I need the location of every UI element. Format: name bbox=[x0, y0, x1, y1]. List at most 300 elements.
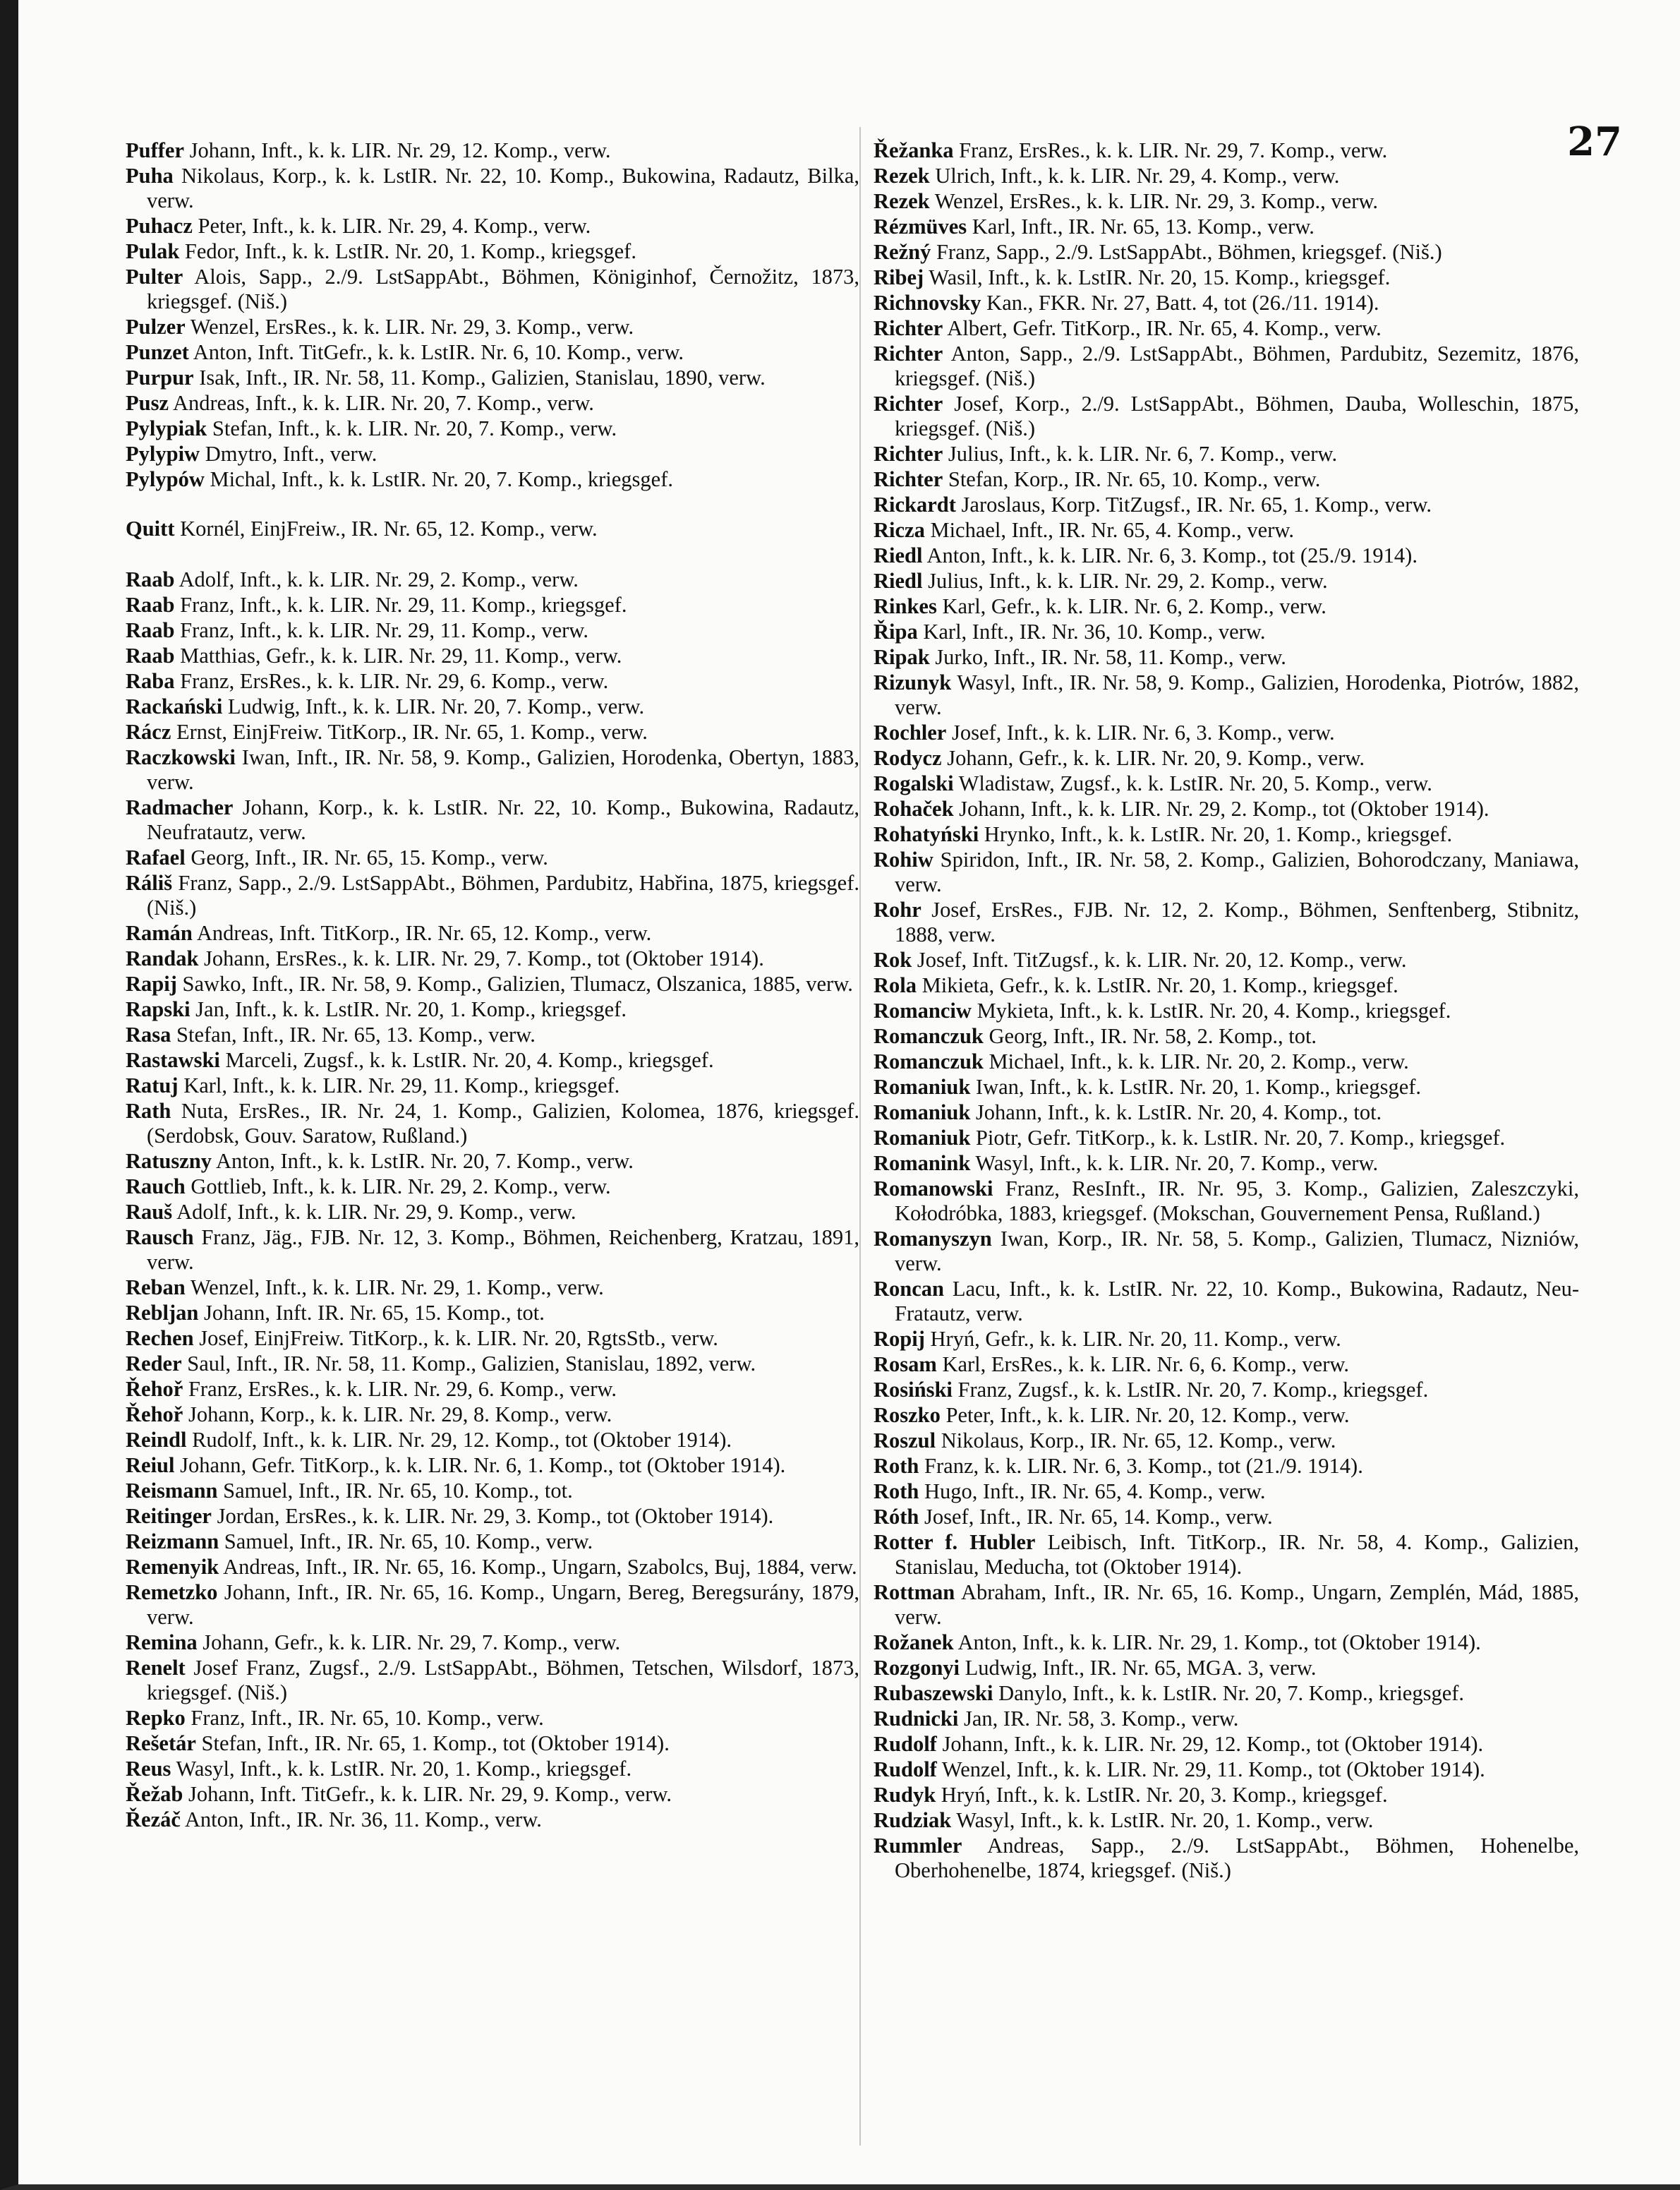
entry-surname: Reismann bbox=[126, 1479, 218, 1503]
roster-entry bbox=[874, 1630, 1579, 1655]
roster-entry bbox=[126, 1782, 859, 1807]
entry-surname: Rauch bbox=[126, 1174, 186, 1198]
entry-surname: Randak bbox=[126, 946, 199, 970]
roster-entry bbox=[874, 1757, 1579, 1782]
entry-details: Josef, Korp., 2./9. LstSappAbt., Böhmen, Dauba, Wolleschin, 1875, kriegsgef. (Niš.) bbox=[895, 392, 1579, 440]
roster-entry bbox=[126, 1174, 859, 1199]
entry-details: Franz, ErsRes., k. k. LIR. Nr. 29, 7. Komp., verw. bbox=[959, 138, 1388, 162]
entry-details: Johann, Inft. IR. Nr. 65, 15. Komp., tot. bbox=[204, 1301, 545, 1325]
entry-details: Johann, Gefr., k. k. LIR. Nr. 20, 9. Komp., verw. bbox=[947, 746, 1365, 770]
roster-entry bbox=[874, 1227, 1579, 1276]
entry-surname: Rohiw bbox=[874, 848, 933, 872]
entry-surname: Rausch bbox=[126, 1225, 194, 1249]
roster-entry bbox=[874, 1783, 1579, 1807]
entry-surname: Ráliš bbox=[126, 871, 173, 895]
roster-entry bbox=[874, 721, 1579, 745]
entry-surname: Ramán bbox=[126, 921, 193, 945]
entry-surname: Rubaszewski bbox=[874, 1681, 993, 1705]
roster-entry bbox=[126, 694, 859, 719]
entry-surname: Ripak bbox=[874, 645, 930, 669]
roster-entry bbox=[874, 291, 1579, 315]
roster-entry bbox=[874, 1177, 1579, 1226]
entry-details: Franz, Sapp., 2./9. LstSappAbt., Böhmen, Pardubitz, Habřina, 1875, kriegsgef. (Niš.) bbox=[147, 871, 860, 920]
entry-details: Josef, Inft., IR. Nr. 65, 14. Komp., verw. bbox=[924, 1505, 1273, 1529]
entry-details: Hrynko, Inft., k. k. LstIR. Nr. 20, 1. Komp., kriegsgef. bbox=[984, 822, 1453, 846]
entry-surname: Rudziak bbox=[874, 1808, 952, 1832]
roster-entry bbox=[126, 1706, 859, 1731]
roster-entry bbox=[126, 1099, 859, 1148]
left-column bbox=[126, 138, 859, 1833]
entry-surname: Raab bbox=[126, 644, 175, 668]
entry-details: Georg, Inft., IR. Nr. 65, 15. Komp., verw. bbox=[191, 846, 548, 870]
roster-entry bbox=[874, 138, 1579, 163]
entry-surname: Renelt bbox=[126, 1656, 186, 1680]
entry-details: Jurko, Inft., IR. Nr. 58, 11. Komp., verw. bbox=[935, 645, 1286, 669]
entry-details: Anton, Inft., k. k. LIR. Nr. 6, 3. Komp., tot (25./9. 1914). bbox=[926, 543, 1418, 567]
entry-surname: Roszul bbox=[874, 1428, 936, 1452]
entry-details: Karl, ErsRes., k. k. LIR. Nr. 6, 6. Komp., verw. bbox=[942, 1352, 1350, 1376]
roster-entry bbox=[126, 1656, 859, 1705]
roster-entry bbox=[126, 1149, 859, 1174]
entry-details: Leibisch, Inft. TitKorp., IR. Nr. 58, 4. Komp., Galizien, Stanislau, Meducha, tot (Oktober 1914). bbox=[895, 1530, 1580, 1579]
roster-entry bbox=[874, 1049, 1579, 1074]
roster-entry bbox=[874, 342, 1579, 391]
entry-details: Andreas, Inft., IR. Nr. 65, 16. Komp., Ungarn, Szabolcs, Buj, 1884, verw. bbox=[223, 1555, 857, 1579]
roster-entry bbox=[874, 1024, 1579, 1049]
roster-entry bbox=[126, 138, 859, 163]
entry-details: Josef Franz, Zugsf., 2./9. LstSappAbt., Böhmen, Tetschen, Wilsdorf, 1873, kriegsgef. (Niš.) bbox=[147, 1656, 859, 1704]
roster-entry bbox=[874, 822, 1579, 847]
roster-entry bbox=[126, 946, 859, 971]
entry-details: Franz, Inft., IR. Nr. 65, 10. Komp., verw. bbox=[191, 1706, 544, 1730]
roster-entry bbox=[874, 999, 1579, 1023]
entry-details: Jan, IR. Nr. 58, 3. Komp., verw. bbox=[964, 1707, 1239, 1731]
roster-entry bbox=[126, 1453, 859, 1478]
entry-details: Mykieta, Inft., k. k. LstIR. Nr. 20, 4. Komp., kriegsgef. bbox=[977, 999, 1451, 1023]
entry-surname: Pylypiw bbox=[126, 442, 200, 466]
entry-details: Stefan, Inft., IR. Nr. 65, 13. Komp., verw. bbox=[176, 1023, 536, 1047]
entry-surname: Puhacz bbox=[126, 214, 193, 238]
entry-details: Johann, Korp., k. k. LIR. Nr. 29, 8. Komp., verw. bbox=[188, 1402, 612, 1426]
entry-surname: Roncan bbox=[874, 1277, 944, 1301]
entry-details: Hryń, Inft., k. k. LstIR. Nr. 20, 3. Komp., kriegsgef. bbox=[941, 1783, 1388, 1807]
entry-surname: Raczkowski bbox=[126, 745, 236, 769]
roster-entry bbox=[126, 1580, 859, 1630]
entry-details: Johann, Gefr. TitKorp., k. k. LIR. Nr. 6, 1. Komp., tot (Oktober 1914). bbox=[180, 1453, 786, 1477]
roster-entry bbox=[126, 1757, 859, 1781]
entry-surname: Řezáč bbox=[126, 1807, 181, 1831]
entry-surname: Reitinger bbox=[126, 1504, 212, 1528]
entry-surname: Raba bbox=[126, 669, 175, 693]
entry-details: Peter, Inft., k. k. LIR. Nr. 20, 12. Komp., verw. bbox=[945, 1403, 1350, 1427]
entry-details: Samuel, Inft., IR. Nr. 65, 10. Komp., tot. bbox=[223, 1479, 573, 1503]
entry-surname: Richter bbox=[874, 442, 943, 466]
entry-details: Dmytro, Inft., verw. bbox=[205, 442, 377, 466]
entry-details: Sawko, Inft., IR. Nr. 58, 9. Komp., Galizien, Tlumacz, Olszanica, 1885, verw. bbox=[182, 972, 853, 996]
roster-entry bbox=[874, 1075, 1579, 1100]
entry-details: Michal, Inft., k. k. LstIR. Nr. 20, 7. Komp., kriegsgef. bbox=[210, 467, 673, 491]
roster-entry bbox=[126, 1048, 859, 1073]
entry-surname: Quitt bbox=[126, 517, 175, 541]
entry-surname: Rottman bbox=[874, 1580, 955, 1604]
entry-surname: Pylypiak bbox=[126, 416, 207, 440]
roster-entry bbox=[126, 745, 859, 795]
roster-entry bbox=[874, 518, 1579, 543]
entry-surname: Raab bbox=[126, 567, 175, 591]
entry-surname: Řipa bbox=[874, 620, 918, 644]
entry-details: Nikolaus, Korp., IR. Nr. 65, 12. Komp., verw. bbox=[941, 1428, 1336, 1452]
roster-entry bbox=[874, 973, 1579, 998]
roster-entry bbox=[126, 972, 859, 997]
entry-surname: Romaniuk bbox=[874, 1126, 971, 1150]
entry-details: Franz, Inft., k. k. LIR. Nr. 29, 11. Komp., verw. bbox=[180, 618, 588, 642]
entry-details: Johann, Inft., k. k. LIR. Nr. 29, 12. Komp., verw. bbox=[189, 138, 611, 162]
roster-entry bbox=[126, 1023, 859, 1047]
entry-surname: Richter bbox=[874, 467, 943, 491]
entry-surname: Rochler bbox=[874, 721, 947, 745]
entry-details: Anton, Inft., k. k. LstIR. Nr. 20, 7. Komp., verw. bbox=[215, 1149, 634, 1173]
entry-surname: Ricza bbox=[874, 518, 925, 542]
entry-surname: Puha bbox=[126, 164, 174, 188]
entry-surname: Roszko bbox=[874, 1403, 941, 1427]
entry-surname: Reizmann bbox=[126, 1529, 219, 1553]
entry-surname: Radmacher bbox=[126, 795, 234, 819]
entry-details: Jaroslaus, Korp. TitZugsf., IR. Nr. 65, 1. Komp., verw. bbox=[961, 493, 1432, 517]
entry-surname: Róth bbox=[874, 1505, 919, 1529]
roster-entry bbox=[874, 1808, 1579, 1833]
entry-details: Adolf, Inft., k. k. LIR. Nr. 29, 2. Komp., verw. bbox=[179, 567, 579, 591]
entry-surname: Richter bbox=[874, 392, 943, 416]
entry-details: Alois, Sapp., 2./9. LstSappAbt., Böhmen, Königinhof, Černožitz, 1873, kriegsgef. (Niš.) bbox=[147, 265, 859, 313]
roster-entry bbox=[874, 1707, 1579, 1731]
roster-entry bbox=[874, 1454, 1579, 1479]
entry-surname: Rozgonyi bbox=[874, 1656, 960, 1680]
roster-entry bbox=[126, 214, 859, 239]
entry-surname: Řehoř bbox=[126, 1377, 183, 1401]
entry-surname: Roth bbox=[874, 1479, 919, 1503]
roster-entry bbox=[874, 1681, 1579, 1706]
entry-surname: Rasa bbox=[126, 1023, 171, 1047]
entry-surname: Rosam bbox=[874, 1352, 937, 1376]
entry-surname: Rácz bbox=[126, 720, 171, 744]
entry-details: Anton, Sapp., 2./9. LstSappAbt., Böhmen, Pardubitz, Sezemitz, 1876, kriegsgef. (Niš.) bbox=[895, 342, 1579, 390]
roster-entry bbox=[874, 215, 1579, 239]
entry-surname: Pylypów bbox=[126, 467, 205, 491]
entry-surname: Rapski bbox=[126, 997, 191, 1021]
entry-details: Wenzel, ErsRes., k. k. LIR. Nr. 29, 3. Komp., verw. bbox=[934, 189, 1379, 213]
roster-entry bbox=[126, 1200, 859, 1225]
entry-surname: Rodycz bbox=[874, 746, 942, 770]
entry-surname: Remenyik bbox=[126, 1555, 219, 1579]
entry-details: Georg, Inft., IR. Nr. 58, 2. Komp., tot. bbox=[989, 1024, 1317, 1048]
entry-details: Anton, Inft., IR. Nr. 36, 11. Komp., verw. bbox=[184, 1807, 542, 1831]
entry-details: Peter, Inft., k. k. LIR. Nr. 29, 4. Komp., verw. bbox=[198, 214, 591, 238]
entry-details: Franz, Zugsf., k. k. LstIR. Nr. 20, 7. Komp., kriegsgef. bbox=[957, 1378, 1429, 1402]
entry-surname: Rummler bbox=[874, 1834, 962, 1858]
roster-entry bbox=[126, 618, 859, 643]
entry-surname: Řežab bbox=[126, 1782, 183, 1806]
roster-entry bbox=[874, 848, 1579, 897]
entry-surname: Rešetár bbox=[126, 1731, 196, 1755]
entry-surname: Režný bbox=[874, 240, 931, 264]
entry-details: Ernst, EinjFreiw. TitKorp., IR. Nr. 65, 1. Komp., verw. bbox=[176, 720, 648, 744]
roster-entry bbox=[874, 316, 1579, 341]
roster-entry bbox=[126, 1301, 859, 1325]
entry-surname: Rosiński bbox=[874, 1378, 953, 1402]
roster-entry bbox=[126, 1555, 859, 1580]
roster-entry bbox=[126, 846, 859, 870]
roster-entry bbox=[874, 1656, 1579, 1680]
entry-details: Michael, Inft., k. k. LIR. Nr. 20, 2. Komp., verw. bbox=[989, 1049, 1409, 1073]
roster-entry bbox=[126, 416, 859, 441]
entry-details: Gottlieb, Inft., k. k. LIR. Nr. 29, 2. Komp., verw. bbox=[191, 1174, 611, 1198]
entry-surname: Romaniuk bbox=[874, 1100, 971, 1124]
roster-entry bbox=[874, 1126, 1579, 1150]
entry-details: Johann, Korp., k. k. LstIR. Nr. 22, 10. Komp., Bukowina, Radautz, Neufratautz, verw. bbox=[147, 795, 859, 844]
entry-details: Wasil, Inft., k. k. LstIR. Nr. 20, 15. Komp., kriegsgef. bbox=[929, 265, 1391, 289]
section-gap bbox=[126, 493, 859, 517]
roster-entry bbox=[126, 164, 859, 213]
entry-surname: Pulzer bbox=[126, 315, 186, 339]
entry-details: Karl, Inft., k. k. LIR. Nr. 29, 11. Komp., kriegsgef. bbox=[183, 1073, 620, 1097]
roster-entry bbox=[874, 569, 1579, 594]
entry-surname: Pulter bbox=[126, 265, 183, 289]
entry-surname: Roth bbox=[874, 1454, 919, 1478]
roster-entry bbox=[126, 467, 859, 492]
entry-surname: Ribej bbox=[874, 265, 924, 289]
entry-details: Stefan, Inft., k. k. LIR. Nr. 20, 7. Komp., verw. bbox=[212, 416, 617, 440]
entry-details: Piotr, Gefr. TitKorp., k. k. LstIR. Nr. 20, 7. Komp., kriegsgef. bbox=[975, 1126, 1506, 1150]
roster-entry bbox=[126, 1807, 859, 1832]
entry-details: Anton, Inft., k. k. LIR. Nr. 29, 1. Komp., tot (Oktober 1914). bbox=[957, 1630, 1481, 1654]
entry-details: Stefan, Korp., IR. Nr. 65, 10. Komp., verw. bbox=[948, 467, 1321, 491]
entry-details: Danylo, Inft., k. k. LstIR. Nr. 20, 7. Komp., kriegsgef. bbox=[998, 1681, 1465, 1705]
entry-details: Matthias, Gefr., k. k. LIR. Nr. 29, 11. Komp., verw. bbox=[180, 644, 622, 668]
entry-surname: Rizunyk bbox=[874, 670, 952, 694]
entry-surname: Riedl bbox=[874, 569, 923, 593]
entry-surname: Pulak bbox=[126, 239, 180, 263]
roster-entry bbox=[126, 1428, 859, 1452]
entry-surname: Puffer bbox=[126, 138, 184, 162]
entry-surname: Rafael bbox=[126, 846, 186, 870]
roster-entry bbox=[874, 1732, 1579, 1757]
entry-surname: Romanyszyn bbox=[874, 1227, 992, 1251]
entry-surname: Romanciw bbox=[874, 999, 972, 1023]
entry-surname: Reus bbox=[126, 1757, 171, 1781]
entry-surname: Romaniuk bbox=[874, 1075, 971, 1099]
entry-details: Iwan, Korp., IR. Nr. 58, 5. Komp., Galizien, Tlumacz, Nizniów, verw. bbox=[895, 1227, 1579, 1275]
roster-entry bbox=[126, 265, 859, 314]
roster-entry bbox=[874, 1428, 1579, 1453]
roster-entry bbox=[126, 921, 859, 946]
entry-surname: Rastawski bbox=[126, 1048, 220, 1072]
entry-details: Abraham, Inft., IR. Nr. 65, 16. Komp., Ungarn, Zemplén, Mád, 1885, verw. bbox=[895, 1580, 1579, 1629]
entry-details: Johann, Inft., k. k. LIR. Nr. 29, 12. Komp., tot (Oktober 1914). bbox=[942, 1732, 1484, 1756]
entry-surname: Punzet bbox=[126, 340, 189, 364]
entry-details: Adolf, Inft., k. k. LIR. Nr. 29, 9. Komp., verw. bbox=[176, 1200, 576, 1224]
entry-surname: Rapij bbox=[126, 972, 177, 996]
roster-entry bbox=[874, 1277, 1579, 1326]
entry-surname: Ratuszny bbox=[126, 1149, 212, 1173]
roster-entry bbox=[126, 1275, 859, 1300]
entry-surname: Raab bbox=[126, 593, 175, 617]
entry-surname: Rola bbox=[874, 973, 917, 997]
roster-entry bbox=[126, 366, 859, 390]
entry-details: Saul, Inft., IR. Nr. 58, 11. Komp., Galizien, Stanislau, 1892, verw. bbox=[187, 1352, 756, 1376]
entry-surname: Rézmüves bbox=[874, 215, 967, 239]
entry-details: Johann, Inft., IR. Nr. 65, 16. Komp., Ungarn, Bereg, Beregsurány, 1879, verw. bbox=[147, 1580, 859, 1629]
entry-surname: Romanczuk bbox=[874, 1024, 984, 1048]
entry-surname: Rohatyński bbox=[874, 822, 979, 846]
entry-surname: Reiul bbox=[126, 1453, 175, 1477]
roster-entry bbox=[126, 1504, 859, 1529]
roster-entry bbox=[874, 240, 1579, 265]
entry-surname: Reindl bbox=[126, 1428, 187, 1452]
roster-entry bbox=[874, 1479, 1579, 1504]
roster-entry bbox=[874, 771, 1579, 796]
entry-surname: Rauš bbox=[126, 1200, 173, 1224]
entry-surname: Rudolf bbox=[874, 1757, 937, 1781]
entry-surname: Romanowski bbox=[874, 1177, 993, 1201]
roster-entry bbox=[874, 1352, 1579, 1377]
entry-surname: Rezek bbox=[874, 189, 930, 213]
roster-entry bbox=[126, 644, 859, 668]
roster-entry bbox=[126, 1731, 859, 1756]
entry-details: Franz, ErsRes., k. k. LIR. Nr. 29, 6. Komp., verw. bbox=[180, 669, 609, 693]
entry-details: Josef, ErsRes., FJB. Nr. 12, 2. Komp., Böhmen, Senftenberg, Stibnitz, 1888, verw. bbox=[895, 898, 1580, 946]
right-column bbox=[874, 138, 1579, 1884]
entry-details: Wladistaw, Zugsf., k. k. LstIR. Nr. 20, 5. Komp., verw. bbox=[958, 771, 1432, 795]
entry-surname: Romanczuk bbox=[874, 1049, 984, 1073]
roster-entry bbox=[126, 1529, 859, 1554]
entry-surname: Richter bbox=[874, 316, 943, 340]
roster-entry bbox=[874, 1378, 1579, 1402]
roster-entry bbox=[874, 1100, 1579, 1125]
roster-entry bbox=[126, 567, 859, 592]
entry-details: Josef, EinjFreiw. TitKorp., k. k. LIR. Nr. 20, RgtsStb., verw. bbox=[199, 1326, 718, 1350]
entry-details: Ludwig, Inft., IR. Nr. 65, MGA. 3, verw. bbox=[965, 1656, 1317, 1680]
roster-entry bbox=[874, 1505, 1579, 1529]
entry-details: Wasyl, Inft., k. k. LIR. Nr. 20, 7. Komp., verw. bbox=[975, 1151, 1379, 1175]
entry-surname: Rožanek bbox=[874, 1630, 954, 1654]
entry-surname: Remina bbox=[126, 1630, 198, 1654]
entry-details: Julius, Inft., k. k. LIR. Nr. 29, 2. Komp., verw. bbox=[928, 569, 1328, 593]
entry-surname: Řehoř bbox=[126, 1402, 183, 1426]
entry-details: Marceli, Zugsf., k. k. LstIR. Nr. 20, 4. Komp., kriegsgef. bbox=[225, 1048, 714, 1072]
roster-entry bbox=[874, 948, 1579, 973]
entry-details: Johann, Inft. TitGefr., k. k. LIR. Nr. 29, 9. Komp., verw. bbox=[188, 1782, 672, 1806]
entry-details: Wenzel, ErsRes., k. k. LIR. Nr. 29, 3. Komp., verw. bbox=[190, 315, 634, 339]
roster-entry bbox=[874, 392, 1579, 441]
entry-details: Fedor, Inft., k. k. LstIR. Nr. 20, 1. Komp., kriegsgef. bbox=[184, 239, 636, 263]
entry-details: Franz, Jäg., FJB. Nr. 12, 3. Komp., Böhmen, Reichenberg, Kratzau, 1891, verw. bbox=[147, 1225, 859, 1274]
roster-entry bbox=[874, 898, 1579, 947]
entry-details: Franz, ErsRes., k. k. LIR. Nr. 29, 6. Komp., verw. bbox=[188, 1377, 617, 1401]
entry-surname: Raab bbox=[126, 618, 175, 642]
roster-entry bbox=[126, 1225, 859, 1275]
entry-details: Ludwig, Inft., k. k. LIR. Nr. 20, 7. Komp., verw. bbox=[227, 694, 645, 718]
roster-entry bbox=[874, 467, 1579, 492]
roster-entry bbox=[874, 1151, 1579, 1176]
entry-details: Andreas, Inft., k. k. LIR. Nr. 20, 7. Komp., verw. bbox=[172, 391, 594, 415]
roster-entry bbox=[126, 795, 859, 845]
entry-surname: Rechen bbox=[126, 1326, 194, 1350]
roster-entry bbox=[874, 442, 1579, 467]
entry-details: Ulrich, Inft., k. k. LIR. Nr. 29, 4. Komp., verw. bbox=[935, 164, 1340, 188]
entry-details: Johann, Inft., k. k. LstIR. Nr. 20, 4. Komp., tot. bbox=[975, 1100, 1382, 1124]
entry-details: Hugo, Inft., IR. Nr. 65, 4. Komp., verw. bbox=[924, 1479, 1266, 1503]
entry-details: Wenzel, Inft., k. k. LIR. Nr. 29, 11. Komp., tot (Oktober 1914). bbox=[941, 1757, 1485, 1781]
entry-surname: Rinkes bbox=[874, 594, 937, 618]
roster-entry bbox=[126, 239, 859, 264]
entry-details: Josef, Inft., k. k. LIR. Nr. 6, 3. Komp., verw. bbox=[951, 721, 1335, 745]
roster-entry bbox=[874, 1834, 1579, 1883]
roster-entry bbox=[874, 543, 1579, 568]
roster-entry bbox=[126, 1352, 859, 1376]
roster-entry bbox=[126, 669, 859, 694]
entry-surname: Purpur bbox=[126, 366, 194, 390]
entry-surname: Pusz bbox=[126, 391, 169, 415]
entry-details: Lacu, Inft., k. k. LstIR. Nr. 22, 10. Komp., Bukowina, Radautz, Neu-Fratautz, verw. bbox=[895, 1277, 1580, 1325]
entry-details: Kan., FKR. Nr. 27, Batt. 4, tot (26./11. 1914). bbox=[986, 291, 1379, 315]
entry-details: Wasyl, Inft., k. k. LstIR. Nr. 20, 1. Komp., verw. bbox=[956, 1808, 1374, 1832]
roster-entry bbox=[126, 340, 859, 365]
entry-surname: Remetzko bbox=[126, 1580, 218, 1604]
roster-entry bbox=[874, 620, 1579, 644]
roster-entry bbox=[874, 1327, 1579, 1352]
entry-details: Franz, k. k. LIR. Nr. 6, 3. Komp., tot (21./9. 1914). bbox=[924, 1454, 1363, 1478]
entry-surname: Riedl bbox=[874, 543, 923, 567]
entry-surname: Rebljan bbox=[126, 1301, 199, 1325]
entry-surname: Rohaček bbox=[874, 797, 954, 821]
entry-surname: Rotter f. Hubler bbox=[874, 1530, 1036, 1554]
roster-entry bbox=[874, 493, 1579, 517]
entry-details: Kornél, EinjFreiw., IR. Nr. 65, 12. Komp., verw. bbox=[180, 517, 598, 541]
entry-details: Karl, Inft., IR. Nr. 36, 10. Komp., verw. bbox=[923, 620, 1266, 644]
entry-surname: Repko bbox=[126, 1706, 186, 1730]
roster-entry bbox=[126, 997, 859, 1022]
entry-surname: Ropij bbox=[874, 1327, 925, 1351]
roster-entry bbox=[874, 1403, 1579, 1428]
column-divider bbox=[859, 127, 861, 2146]
entry-details: Mikieta, Gefr., k. k. LstIR. Nr. 20, 1. Komp., kriegsgef. bbox=[921, 973, 1398, 997]
roster-entry bbox=[874, 164, 1579, 188]
entry-surname: Ratuj bbox=[126, 1073, 179, 1097]
entry-surname: Rudolf bbox=[874, 1732, 937, 1756]
entry-details: Wasyl, Inft., IR. Nr. 58, 9. Komp., Galizien, Horodenka, Piotrów, 1882, verw. bbox=[895, 670, 1579, 719]
entry-details: Franz, ResInft., IR. Nr. 95, 3. Komp., Galizien, Zaleszczyki, Kołodróbka, 1883, kriegsgef. (Mokschan, Gouvernement Pensa, Rußland.) bbox=[895, 1177, 1579, 1225]
roster-entry bbox=[874, 746, 1579, 771]
entry-details: Andreas, Sapp., 2./9. LstSappAbt., Böhmen, Hohenelbe, Oberhohenelbe, 1874, kriegsgef. (Niš.) bbox=[895, 1834, 1579, 1882]
roster-entry bbox=[874, 645, 1579, 670]
entry-details: Hryń, Gefr., k. k. LIR. Nr. 20, 11. Komp., verw. bbox=[930, 1327, 1341, 1351]
roster-entry bbox=[874, 670, 1579, 720]
entry-details: Karl, Gefr., k. k. LIR. Nr. 6, 2. Komp., verw. bbox=[942, 594, 1327, 618]
roster-entry bbox=[126, 1326, 859, 1351]
entry-surname: Rohr bbox=[874, 898, 921, 922]
entry-details: Nuta, ErsRes., IR. Nr. 24, 1. Komp., Galizien, Kolomea, 1876, kriegsgef. (Serdobsk, Gouv. Saratow, Rußland.) bbox=[147, 1099, 859, 1148]
entry-details: Johann, Gefr., k. k. LIR. Nr. 29, 7. Komp., verw. bbox=[203, 1630, 621, 1654]
entry-details: Isak, Inft., IR. Nr. 58, 11. Komp., Galizien, Stanislau, 1890, verw. bbox=[199, 366, 766, 390]
entry-surname: Rudyk bbox=[874, 1783, 936, 1807]
entry-details: Nikolaus, Korp., k. k. LstIR. Nr. 22, 10. Komp., Bukowina, Radautz, Bilka, verw. bbox=[147, 164, 859, 212]
entry-surname: Rezek bbox=[874, 164, 930, 188]
roster-entry bbox=[126, 871, 859, 920]
roster-entry bbox=[126, 1402, 859, 1427]
entry-details: Andreas, Inft. TitKorp., IR. Nr. 65, 12. Komp., verw. bbox=[196, 921, 652, 945]
roster-entry bbox=[126, 517, 859, 541]
entry-details: Jan, Inft., k. k. LstIR. Nr. 20, 1. Komp., kriegsgef. bbox=[195, 997, 627, 1021]
